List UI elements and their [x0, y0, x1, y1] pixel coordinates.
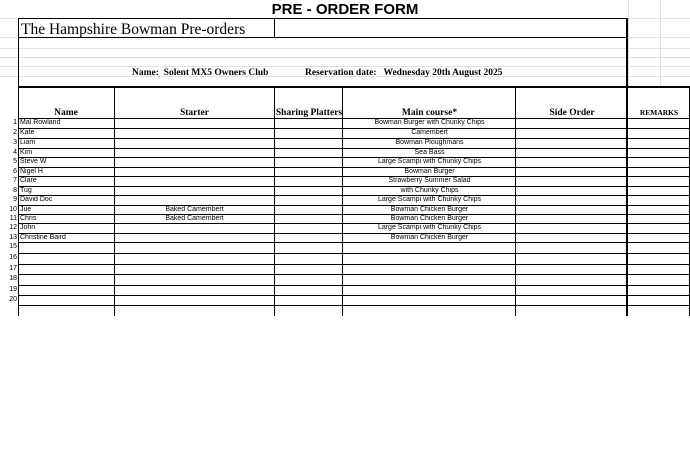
cell-main-course: Strawberry Summer Salad	[388, 177, 471, 184]
row-border	[18, 264, 690, 265]
row-number: 19	[9, 286, 17, 293]
booking-name	[132, 68, 268, 78]
table-top-border	[18, 86, 690, 88]
column-header-main: Main course*	[401, 108, 458, 118]
column-header-name: Name	[54, 108, 78, 118]
row-number: 8	[13, 187, 17, 194]
row-number: 13	[9, 234, 17, 241]
venue-box-top-border	[18, 18, 628, 19]
header-right-border	[626, 38, 628, 88]
col-line-left	[18, 86, 19, 316]
cell-starter: Baked Camembert	[165, 215, 224, 222]
row-number: 16	[9, 254, 17, 261]
row-number: 4	[13, 149, 17, 156]
col-line-starter	[114, 86, 115, 316]
row-number: 2	[13, 129, 17, 136]
row-number: 3	[13, 139, 17, 146]
venue-box-right-border	[626, 18, 628, 38]
row-number: 18	[9, 275, 17, 282]
row-number: 1	[13, 119, 17, 126]
row-number: 5	[13, 158, 17, 165]
cell-main-course: with Chunky Chips	[400, 187, 459, 194]
row-number: 7	[13, 177, 17, 184]
venue-box-divider	[274, 18, 275, 38]
cell-name: Christine Baird	[20, 234, 66, 241]
row-number: 15	[9, 243, 17, 250]
cell-name: Kate	[20, 129, 35, 136]
cell-name: David Doc	[20, 196, 53, 203]
col-line-sharing	[274, 86, 275, 316]
column-header-sharing: Sharing Platters	[275, 108, 343, 118]
row-border	[18, 295, 690, 296]
column-header-side: Side Order	[549, 108, 595, 118]
booking-name-label: Name:	[132, 68, 159, 78]
cell-name: Mal Rowland	[20, 119, 61, 126]
cell-main-course: Large Scampi with Chunky Chips	[377, 158, 482, 165]
row-number: 20	[9, 296, 17, 303]
row-border	[18, 274, 690, 275]
cell-name: Kim	[20, 149, 33, 156]
cell-main-course: Bowman Chicken Burger	[390, 206, 469, 213]
row-number: 11	[9, 215, 17, 222]
cell-main-course: Bowman Ploughmans	[395, 139, 464, 146]
cell-name: Liam	[20, 139, 36, 146]
reservation-date	[305, 68, 503, 78]
booking-name-value: Solent MX5 Owners Club	[163, 68, 269, 78]
cell-main-course: Bowman Chicken Burger	[390, 215, 469, 222]
row-border	[18, 285, 690, 286]
cell-name: Nigel H	[20, 168, 43, 175]
cell-main-course: Bowman Chicken Burger	[390, 234, 469, 241]
cell-name: Chris	[20, 215, 37, 222]
reservation-date-value: Wednesday 20th August 2025	[383, 68, 503, 78]
cell-name: Tug	[20, 187, 32, 194]
cell-main-course: Large Scampi with Chunky Chips	[377, 196, 482, 203]
cell-starter: Baked Camembert	[165, 206, 224, 213]
reservation-date-label: Reservation date:	[305, 68, 377, 78]
cell-name: Steve W	[20, 158, 47, 165]
gridline	[0, 48, 690, 49]
cell-name: Jue	[20, 206, 32, 213]
cell-main-course: Large Scampi with Chunky Chips	[377, 224, 482, 231]
cell-main-course: Bowman Burger	[404, 168, 455, 175]
row-number: 17	[9, 265, 17, 272]
gridline	[0, 66, 690, 67]
column-header-remarks: REMARKS	[639, 108, 679, 117]
row-border	[18, 253, 690, 254]
row-border	[18, 305, 690, 306]
row-number: 10	[9, 206, 17, 213]
venue-box-left-border	[18, 18, 19, 38]
row-border	[18, 242, 690, 243]
cell-main-course: Sea Bass	[414, 149, 445, 156]
cell-name: John	[20, 224, 36, 231]
row-number: 9	[13, 196, 17, 203]
row-number: 12	[9, 224, 17, 231]
column-header-starter: Starter	[179, 108, 209, 118]
col-line-remarks	[626, 86, 628, 316]
form-title: PRE - ORDER FORM	[271, 1, 419, 18]
row-number: 6	[13, 168, 17, 175]
gridline	[0, 57, 690, 58]
cell-main-course: Bowman Burger with Chunky Chips	[374, 119, 485, 126]
cell-name: Clare	[20, 177, 37, 184]
venue-name: The Hampshire Bowman Pre-orders	[21, 21, 246, 38]
cell-main-course: Camembert	[411, 129, 448, 136]
header-left-border	[18, 38, 19, 88]
